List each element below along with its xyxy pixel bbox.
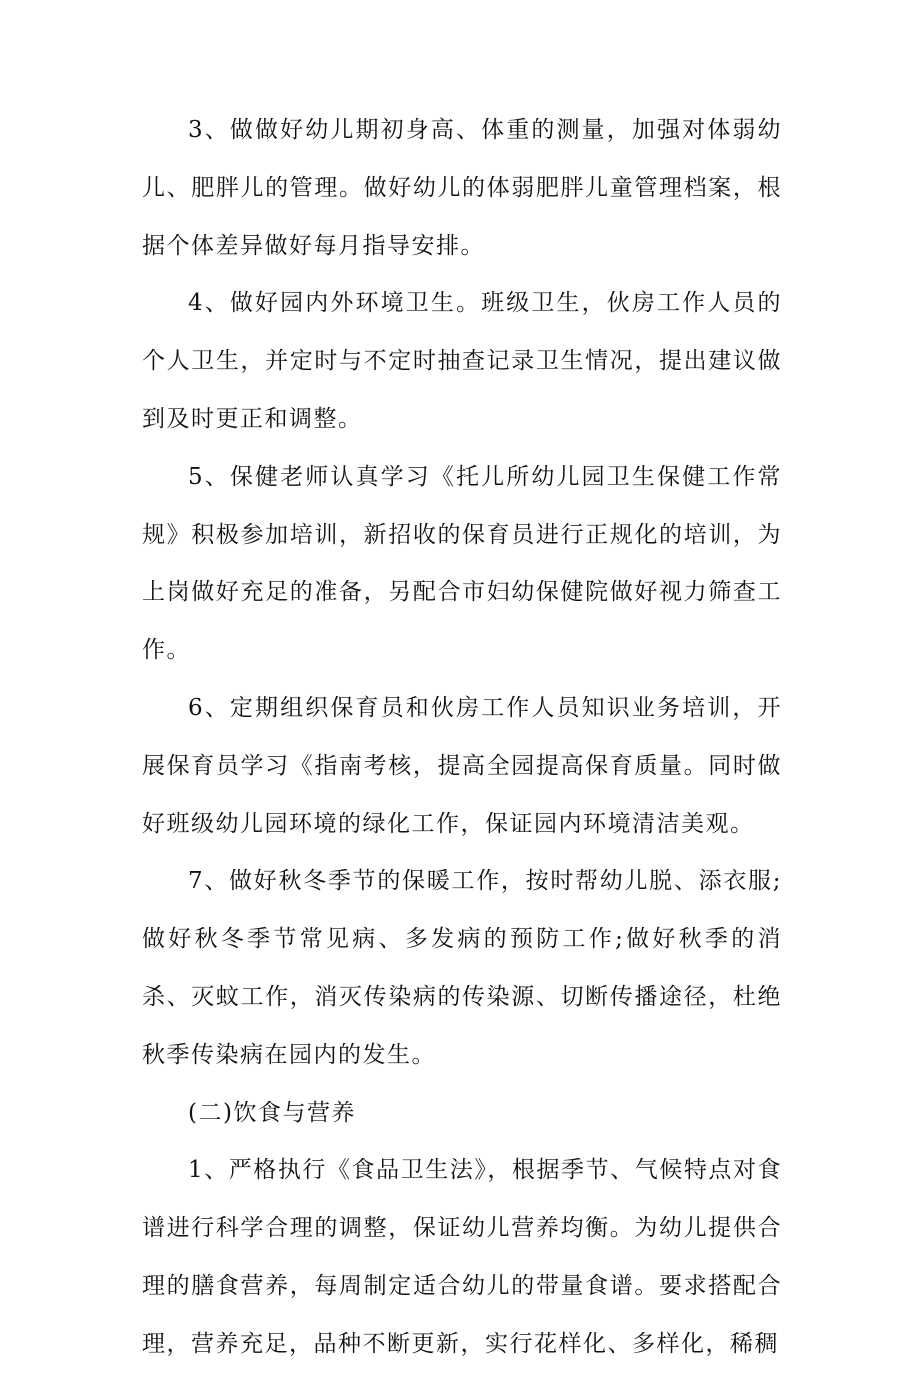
paragraph-item-7-autumn-winter-care: 7、做好秋冬季节的保暖工作，按时帮幼儿脱、添衣服;做好秋冬季节常见病、多发病的预防工作;做好秋季的消杀、灭蚊工作，消灭传染病的传染源、切断传播途径，杜绝秋季传染病在园内的发生。 [142,868,782,1068]
paragraph-item-4-environment-hygiene: 4、做好园内外环境卫生。班级卫生，伙房工作人员的个人卫生，并定时与不定时抽查记录卫生情况，提出建议做到及时更正和调整。 [142,290,782,432]
section-heading-diet-nutrition: (二)饮食与营养 [188,1099,356,1126]
document-body [142,102,782,1374]
paragraph-item-3-health-measurement: 3、做做好幼儿期初身高、体重的测量，加强对体弱幼儿、肥胖儿的管理。做好幼儿的体弱肥胖儿童管理档案，根据个体差异做好每月指导安排。 [142,117,782,259]
paragraph-item-5-health-teacher-training: 5、保健老师认真学习《托儿所幼儿园卫生保健工作常规》积极参加培训，新招收的保育员进行正规化的培训，为上岗做好充足的准备，另配合市妇幼保健院做好视力筛查工作。 [142,463,782,664]
paragraph-item-1-food-hygiene: 1、严格执行《食品卫生法》，根据季节、气候特点对食谱进行科学合理的调整，保证幼儿营养均衡。为幼儿提供合理的膳食营养，每周制定适合幼儿的带量食谱。要求搭配合理，营养充足，品种不断更新，实行花样化、多样化，稀稠 [142,1157,782,1357]
paragraph-item-6-staff-training: 6、定期组织保育员和伙房工作人员知识业务培训，开展保育员学习《指南考核，提高全园提高保育质量。同时做好班级幼儿园环境的绿化工作，保证园内环境清洁美观。 [142,694,782,837]
